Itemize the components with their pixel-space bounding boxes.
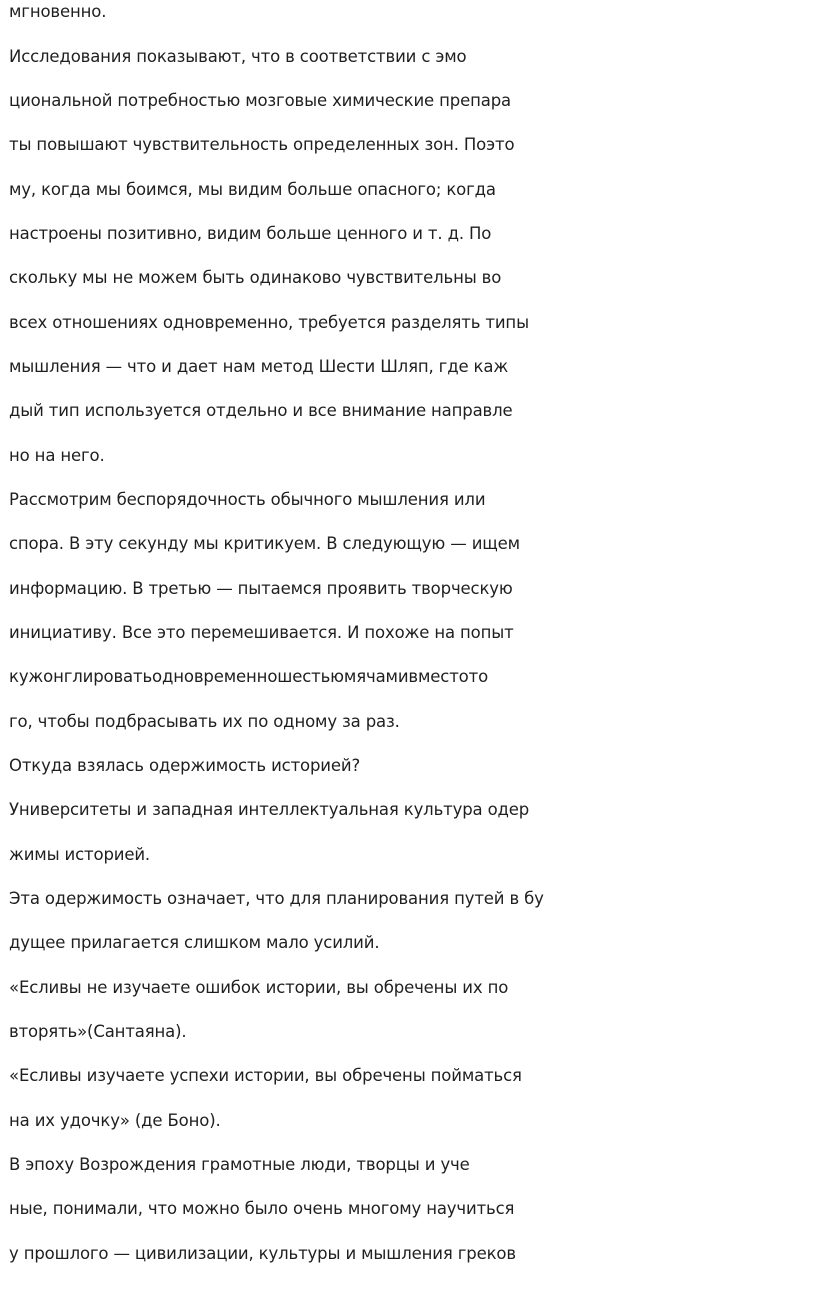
text-line-22: дущее прилагается слишком мало усилий. — [9, 933, 380, 952]
text-line-17: го, чтобы подбрасывать их по одному за раз. — [9, 712, 400, 731]
text-line-26: на их удочку» (де Боно). — [9, 1111, 221, 1130]
text-line-25: «Есливы изучаете успехи истории, вы обречены пойматься — [9, 1066, 522, 1085]
text-line-23: «Есливы не изучаете ошибок истории, вы обречены их по — [9, 978, 509, 997]
text-line-21: Эта одержимость означает, что для планирования путей в бу — [9, 889, 544, 908]
text-line-06: настроены позитивно, видим больше ценного и т. д. По — [9, 224, 492, 243]
text-line-02: Исследования показывают, что в соответствии с эмо — [9, 47, 467, 66]
text-line-14: информацию. В третью — пытаемся проявить творческую — [9, 579, 513, 598]
text-line-03: циональной потребностью мозговые химические препара — [9, 91, 511, 110]
text-line-09: мышления — что и дает нам метод Шести Шляп, где каж — [9, 357, 509, 376]
text-line-05: му, когда мы боимся, мы видим больше опасного; когда — [9, 180, 496, 199]
text-line-20: жимы историей. — [9, 845, 151, 864]
text-line-29: у прошлого — цивилизации, культуры и мышления греков — [9, 1244, 516, 1263]
text-line-12: Рассмотрим беспорядочность обычного мышления или — [9, 490, 486, 509]
text-line-13: спора. В эту секунду мы критикуем. В следующую — ищем — [9, 534, 520, 553]
text-line-10: дый тип используется отдельно и все внимание направле — [9, 401, 513, 420]
text-line-07: скольку мы не можем быть одинаково чувствительны во — [9, 268, 502, 287]
text-line-01: мгновенно. — [9, 2, 107, 21]
text-line-04: ты повышают чувствительность определенных зон. Поэто — [9, 135, 515, 154]
text-line-27: В эпоху Возрождения грамотные люди, творцы и уче — [9, 1155, 470, 1174]
text-line-28: ные, понимали, что можно было очень многому научиться — [9, 1199, 515, 1218]
text-line-16: кужонглироватьодновременношестьюмячамивместото — [9, 667, 489, 686]
text-line-15: инициативу. Все это перемешивается. И похоже на попыт — [9, 623, 514, 642]
text-line-18: Откуда взялась одержимость историей? — [9, 756, 361, 775]
text-line-08: всех отношениях одновременно, требуется разделять типы — [9, 313, 529, 332]
text-line-11: но на него. — [9, 446, 105, 465]
text-line-19: Университеты и западная интеллектуальная культура одер — [9, 800, 530, 819]
text-line-24: вторять»(Сантаяна). — [9, 1022, 187, 1041]
